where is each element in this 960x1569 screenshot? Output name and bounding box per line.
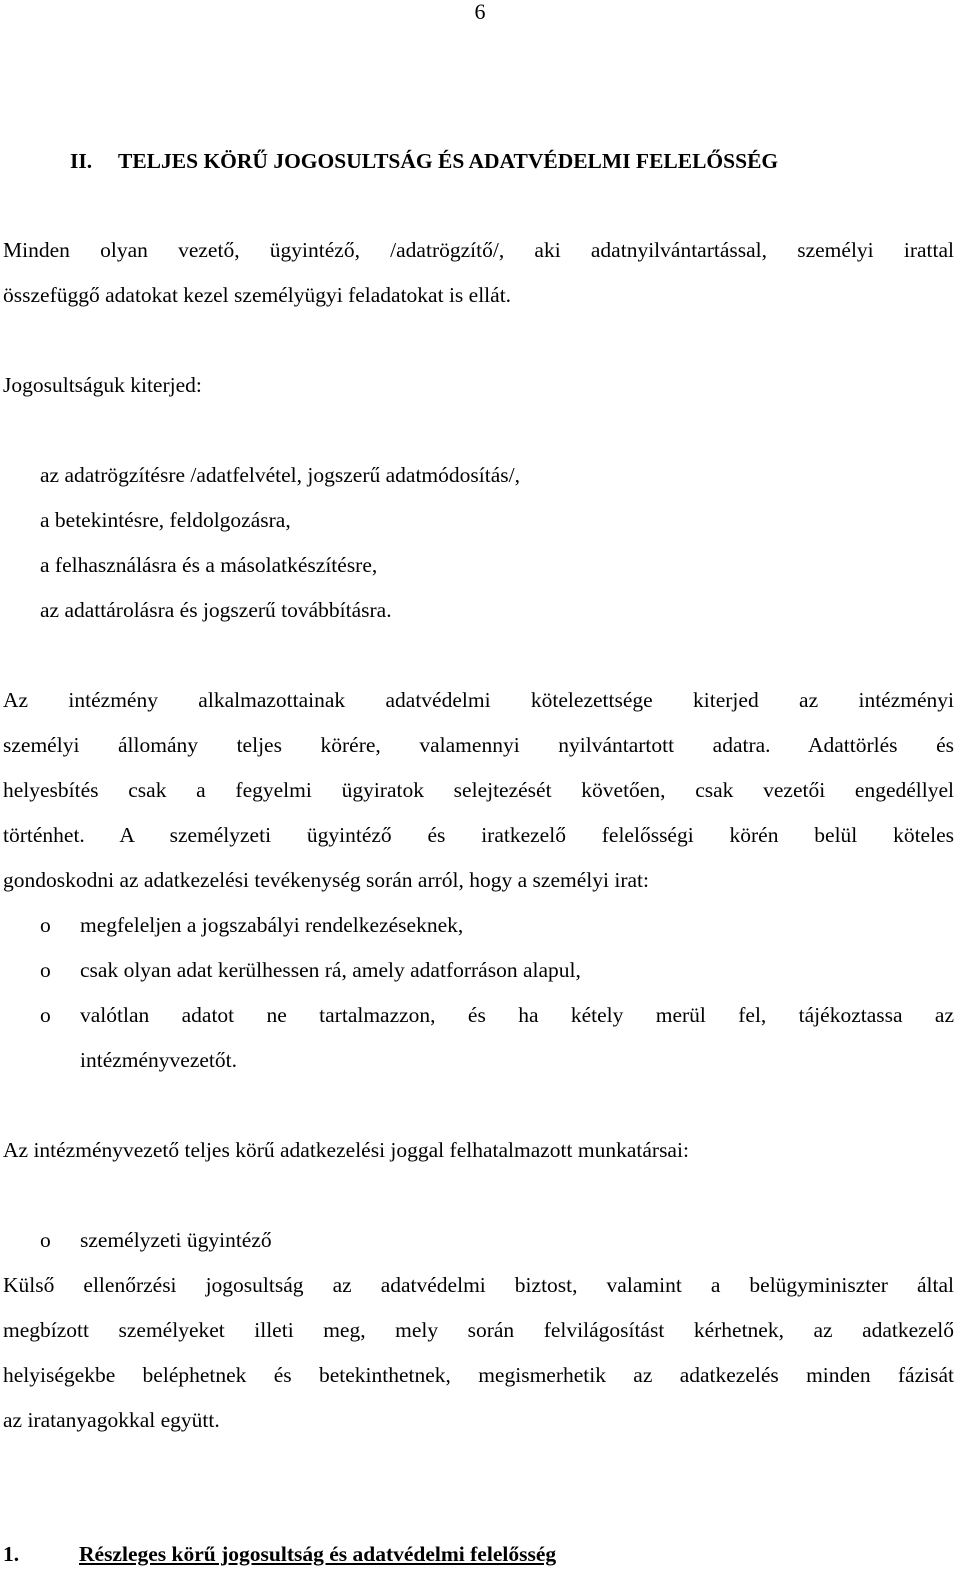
page-number: 6: [474, 0, 486, 24]
rights-list-item: a betekintésre, feldolgozásra,: [40, 508, 291, 532]
intro-paragraph-line: Minden olyan vezető, ügyintéző, /adatrögzítő/, aki adatnyilvántartással, személyi irattal: [3, 238, 954, 262]
section-heading-number: II.: [70, 149, 93, 173]
bullet-marker: o: [40, 1003, 51, 1027]
obligation-bullet: csak olyan adat kerülhessen rá, amely adatforráson alapul,: [80, 958, 581, 982]
rights-list-item: az adattárolásra és jogszerű továbbításra.: [40, 598, 392, 622]
obligation-paragraph-line: személyi állomány teljes körére, valamennyi nyilvántartott adatra. Adattörlés és: [3, 733, 954, 757]
obligation-bullet: megfeleljen a jogszabályi rendelkezéseknek,: [80, 913, 464, 937]
subsection-heading: [3, 1541, 556, 1567]
obligation-paragraph-line: történhet. A személyzeti ügyintéző és iratkezelő felelősségi körén belül köteles: [3, 823, 954, 847]
obligation-paragraph-line: gondoskodni az adatkezelési tevékenység során arról, hogy a személyi irat:: [3, 868, 649, 892]
bullet-marker: o: [40, 1228, 51, 1252]
obligation-paragraph-line: helyesbítés csak a fegyelmi ügyiratok selejtezését követően, csak vezetői engedéllyel: [3, 778, 954, 802]
obligation-bullet: valótlan adatot ne tartalmazzon, és ha kétely merül fel, tájékoztassa az: [80, 1003, 954, 1027]
intro-paragraph-line: összefüggő adatokat kezel személyügyi feladatokat is ellát.: [3, 283, 512, 307]
rights-list-item: az adatrögzítésre /adatfelvétel, jogszerű adatmódosítás/,: [40, 463, 520, 487]
external-paragraph-line: helyiségekbe beléphetnek és betekinthetnek, megismerhetik az adatkezelés minden fázisát: [3, 1363, 954, 1387]
staff-intro: Az intézményvezető teljes körű adatkezelési joggal felhatalmazott munkatársai:: [3, 1138, 689, 1162]
section-heading-title: TELJES KÖRŰ JOGOSULTSÁG ÉS ADATVÉDELMI FELELŐSSÉG: [118, 149, 779, 173]
bullet-marker: o: [40, 913, 51, 937]
staff-list-item: személyzeti ügyintéző: [80, 1228, 272, 1252]
subsection-heading-title: Részleges körű jogosultság és adatvédelmi felelősség: [79, 1542, 557, 1566]
rights-intro: Jogosultságuk kiterjed:: [3, 373, 202, 397]
obligation-paragraph-line: Az intézmény alkalmazottainak adatvédelmi kötelezettsége kiterjed az intézményi: [3, 688, 954, 712]
external-paragraph-line: az iratanyagokkal együtt.: [3, 1408, 220, 1432]
external-paragraph-line: megbízott személyeket illeti meg, mely során felvilágosítást kérhetnek, az adatkezelő: [3, 1318, 954, 1342]
obligation-bullet-continuation: intézményvezetőt.: [80, 1048, 237, 1072]
bullet-marker: o: [40, 958, 51, 982]
section-heading: [70, 148, 778, 174]
subsection-heading-number: 1.: [3, 1542, 20, 1566]
rights-list-item: a felhasználásra és a másolatkészítésre,: [40, 553, 378, 577]
external-paragraph-line: Külső ellenőrzési jogosultság az adatvédelmi biztost, valamint a belügyminiszter által: [3, 1273, 954, 1297]
